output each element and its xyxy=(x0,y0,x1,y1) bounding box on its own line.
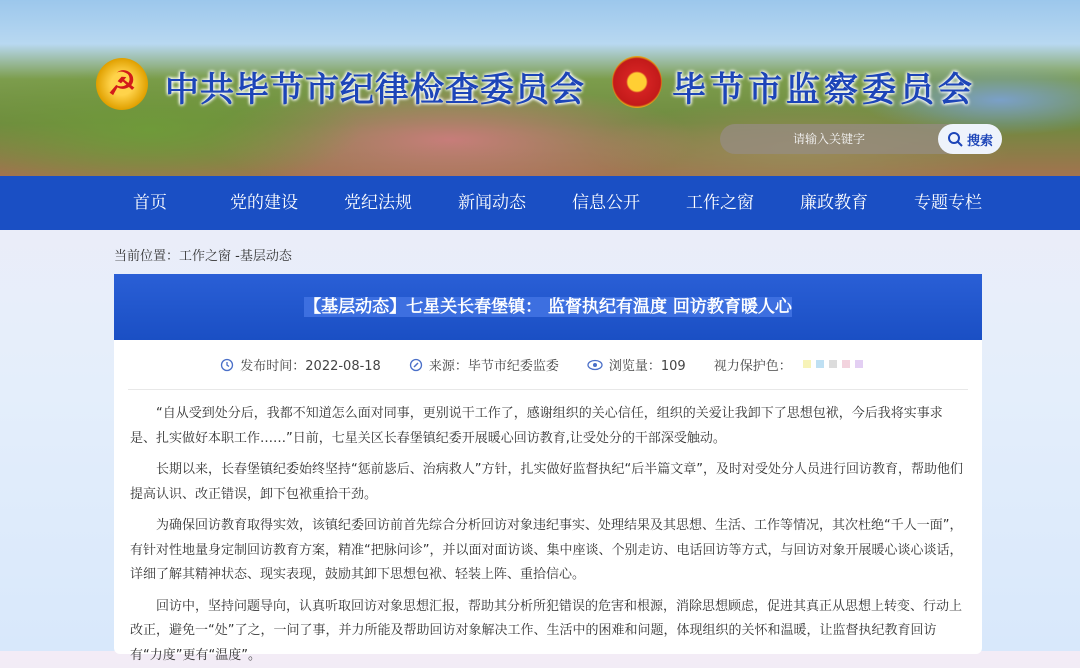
article-paragraph: 长期以来，长春堡镇纪委始终坚持“惩前毖后、治病救人”方针，扎实做好监督执纪“后半篇文章”，及时对受处分人员进行回访教育，帮助他们提高认识、改正错误，卸下包袱重拾干劲。 xyxy=(130,458,966,507)
nav-item-regulations[interactable]: 党纪法规 xyxy=(321,176,435,230)
main-nav xyxy=(0,176,1080,230)
eye-care-color-swatch[interactable] xyxy=(855,360,863,368)
pen-icon xyxy=(409,358,423,372)
article-paragraph: 为确保回访教育取得实效，该镇纪委回访前首先综合分析回访对象违纪事实、处理结果及其思想、生活、工作等情况，其次杜绝“千人一面”，有针对性地量身定制回访教育方案，精准“把脉问诊”，并以面对面访谈、集中座谈、个别走访、电话回访等方式，与回访对象开展暖心谈心谈话，详细了解其精神状态、现实表现，鼓励其卸下思想包袱、轻装上阵、重拾信心。 xyxy=(130,514,966,588)
nav-item-info-disclosure[interactable]: 信息公开 xyxy=(549,176,663,230)
article-source: 来源：毕节市纪委监委 xyxy=(429,355,559,374)
nav-item-integrity-education[interactable]: 廉政教育 xyxy=(777,176,891,230)
national-emblem-icon xyxy=(612,56,662,108)
eye-care-label: 视力保护色： xyxy=(714,355,792,374)
article-title-bar xyxy=(114,274,982,340)
article-paragraph: “自从受到处分后，我都不知道怎么面对同事，更别说干工作了，感谢组织的关心信任，组织的关爱让我卸下了思想包袱，今后我将实事求是、扎实做好本职工作……”日前，七星关区长春堡镇纪委开展暖心回访教育,让受处分的干部深受触动。 xyxy=(130,402,966,451)
site-title-right: 毕节市监察委员会 xyxy=(672,62,976,111)
search-button-label: 搜索 xyxy=(967,130,993,149)
nav-item-work-window[interactable]: 工作之窗 xyxy=(663,176,777,230)
eye-care-color-swatch[interactable] xyxy=(829,360,837,368)
eye-care-color-swatch[interactable] xyxy=(803,360,811,368)
header-banner xyxy=(0,0,1080,176)
nav-item-special-column[interactable]: 专题专栏 xyxy=(891,176,1005,230)
article-paragraph: 回访中，坚持问题导向，认真听取回访对象思想汇报，帮助其分析所犯错误的危害和根源，消除思想顾虑，促进其真正从思想上转变、行动上改正，避免一“处”了之，一问了事，并力所能及帮助回访对象解决工作、生活中的困难和问题，体现组织的关怀和温暖，让监督执纪教育回访有“力度”更有“温度”。 xyxy=(130,595,966,668)
eye-icon xyxy=(587,359,603,371)
breadcrumb: 当前位置：工作之窗 -基层动态 xyxy=(114,245,292,264)
search-button[interactable] xyxy=(938,124,1002,154)
nav-item-news[interactable]: 新闻动态 xyxy=(435,176,549,230)
site-title-left: 中共毕节市纪律检查委员会 xyxy=(165,62,585,111)
search-input[interactable] xyxy=(720,124,938,154)
search-icon xyxy=(947,131,963,147)
search-bar xyxy=(720,124,1002,154)
eye-care-swatches xyxy=(798,357,876,372)
nav-item-party-building[interactable]: 党的建设 xyxy=(207,176,321,230)
eye-care-color-swatch[interactable] xyxy=(868,360,876,368)
nav-item-home[interactable]: 首页 xyxy=(93,176,207,230)
article-title: 【基层动态】七星关长春堡镇： 监督执纪有温度 回访教育暖人心 xyxy=(304,297,792,317)
article-meta xyxy=(128,340,968,390)
article-body xyxy=(114,390,982,668)
party-emblem-icon: ☭ xyxy=(96,58,148,110)
eye-care-color-swatch[interactable] xyxy=(842,360,850,368)
view-count: 浏览量：109 xyxy=(609,355,686,374)
article-card xyxy=(114,274,982,654)
clock-icon xyxy=(220,358,234,372)
publish-time: 发布时间：2022-08-18 xyxy=(240,355,381,374)
eye-care-color-swatch[interactable] xyxy=(816,360,824,368)
